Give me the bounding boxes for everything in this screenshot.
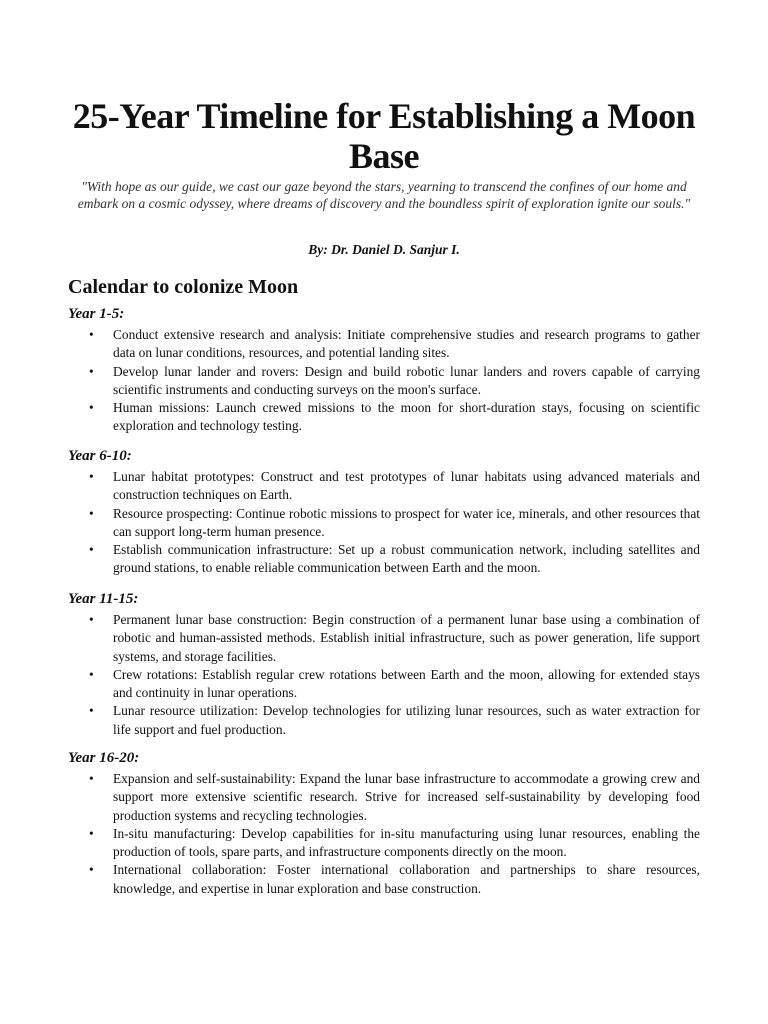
list-item: • Crew rotations: Establish regular crew rotations between Earth and the moon, allowing for extended stays and continuity in lunar operations. bbox=[89, 666, 700, 701]
list-item: • Lunar resource utilization: Develop technologies for utilizing lunar resources, such as water extraction for life support and fuel production. bbox=[89, 703, 700, 737]
year-heading: Year 1-5: bbox=[68, 306, 125, 322]
author-byline: By: Dr. Daniel D. Sanjur I. bbox=[308, 242, 460, 257]
bullet-icon: • bbox=[89, 327, 94, 342]
timeline-section-year-6-10 bbox=[68, 447, 700, 578]
list-item: • Establish communication infrastructure: Set up a robust communication network, including satellites and ground stations, to enable reliable communication between Earth and the moon. bbox=[89, 542, 700, 576]
list-item: • Resource prospecting: Continue robotic missions to prospect for water ice, minerals, and other resources that can support long-term human presence. bbox=[89, 505, 700, 539]
list-item: • Develop lunar lander and rovers: Design and build robotic lunar landers and rovers capable of carrying scientific instruments and conducting surveys on the moon's surface. bbox=[89, 363, 700, 397]
list-item: • Permanent lunar base construction: Begin construction of a permanent lunar base using a combination of robotic and human-assisted methods. Establish initial infrastructure, such as power generation, life support systems, and storage facilities. bbox=[89, 612, 700, 664]
epigraph-quote: "With hope as our guide, we cast our gaze beyond the stars, yearning to transcend the confines of our home and embark on a cosmic odyssey, where dreams of discovery and the boundless spirit of exploration ignite our souls." bbox=[77, 179, 691, 211]
bullet-icon: • bbox=[89, 363, 94, 379]
list-item: • Expansion and self-sustainability: Expand the lunar base infrastructure to accommodate a growing crew and support more extensive scientific research. Strive for increased self-sustainability by developing food production systems and recycling technologies. bbox=[89, 771, 700, 823]
year-heading: Year 16-20: bbox=[68, 750, 140, 766]
timeline-section-year-11-15 bbox=[68, 590, 700, 739]
bullet-icon: • bbox=[89, 505, 94, 521]
list-item: • In-situ manufacturing: Develop capabilities for in-situ manufacturing using lunar resources, enabling the production of tools, spare parts, and infrastructure components directly on the moon. bbox=[89, 825, 700, 860]
list-item: • Conduct extensive research and analysis: Initiate comprehensive studies and research programs to gather data on lunar conditions, resources, and potential landing sites. bbox=[89, 327, 700, 361]
bullet-icon: • bbox=[89, 825, 94, 841]
list-item: • Lunar habitat prototypes: Construct and test prototypes of lunar habitats using advanced materials and construction techniques on Earth. bbox=[89, 469, 700, 503]
list-item: • International collaboration: Foster international collaboration and partnerships to share resources, knowledge, and expertise in lunar exploration and base construction. bbox=[89, 862, 700, 896]
document-title: 25-Year Timeline for Establishing a Moon Base bbox=[72, 96, 696, 176]
timeline-section-year-16-20 bbox=[68, 749, 700, 898]
year-heading: Year 6-10: bbox=[68, 448, 132, 464]
bullet-icon: • bbox=[89, 612, 94, 627]
bullet-icon: • bbox=[89, 771, 94, 786]
section-heading: Calendar to colonize Moon bbox=[68, 276, 299, 298]
bullet-icon: • bbox=[89, 469, 94, 484]
year-heading: Year 11-15: bbox=[68, 591, 139, 607]
bullet-icon: • bbox=[89, 862, 94, 878]
bullet-icon: • bbox=[89, 542, 94, 558]
bullet-icon: • bbox=[89, 666, 94, 682]
bullet-icon: • bbox=[89, 703, 94, 719]
bullet-icon: • bbox=[89, 400, 94, 416]
list-item: • Human missions: Launch crewed missions to the moon for short-duration stays, focusing on scientific exploration and technology testing. bbox=[89, 400, 700, 434]
timeline-section-year-1-5 bbox=[68, 305, 700, 436]
